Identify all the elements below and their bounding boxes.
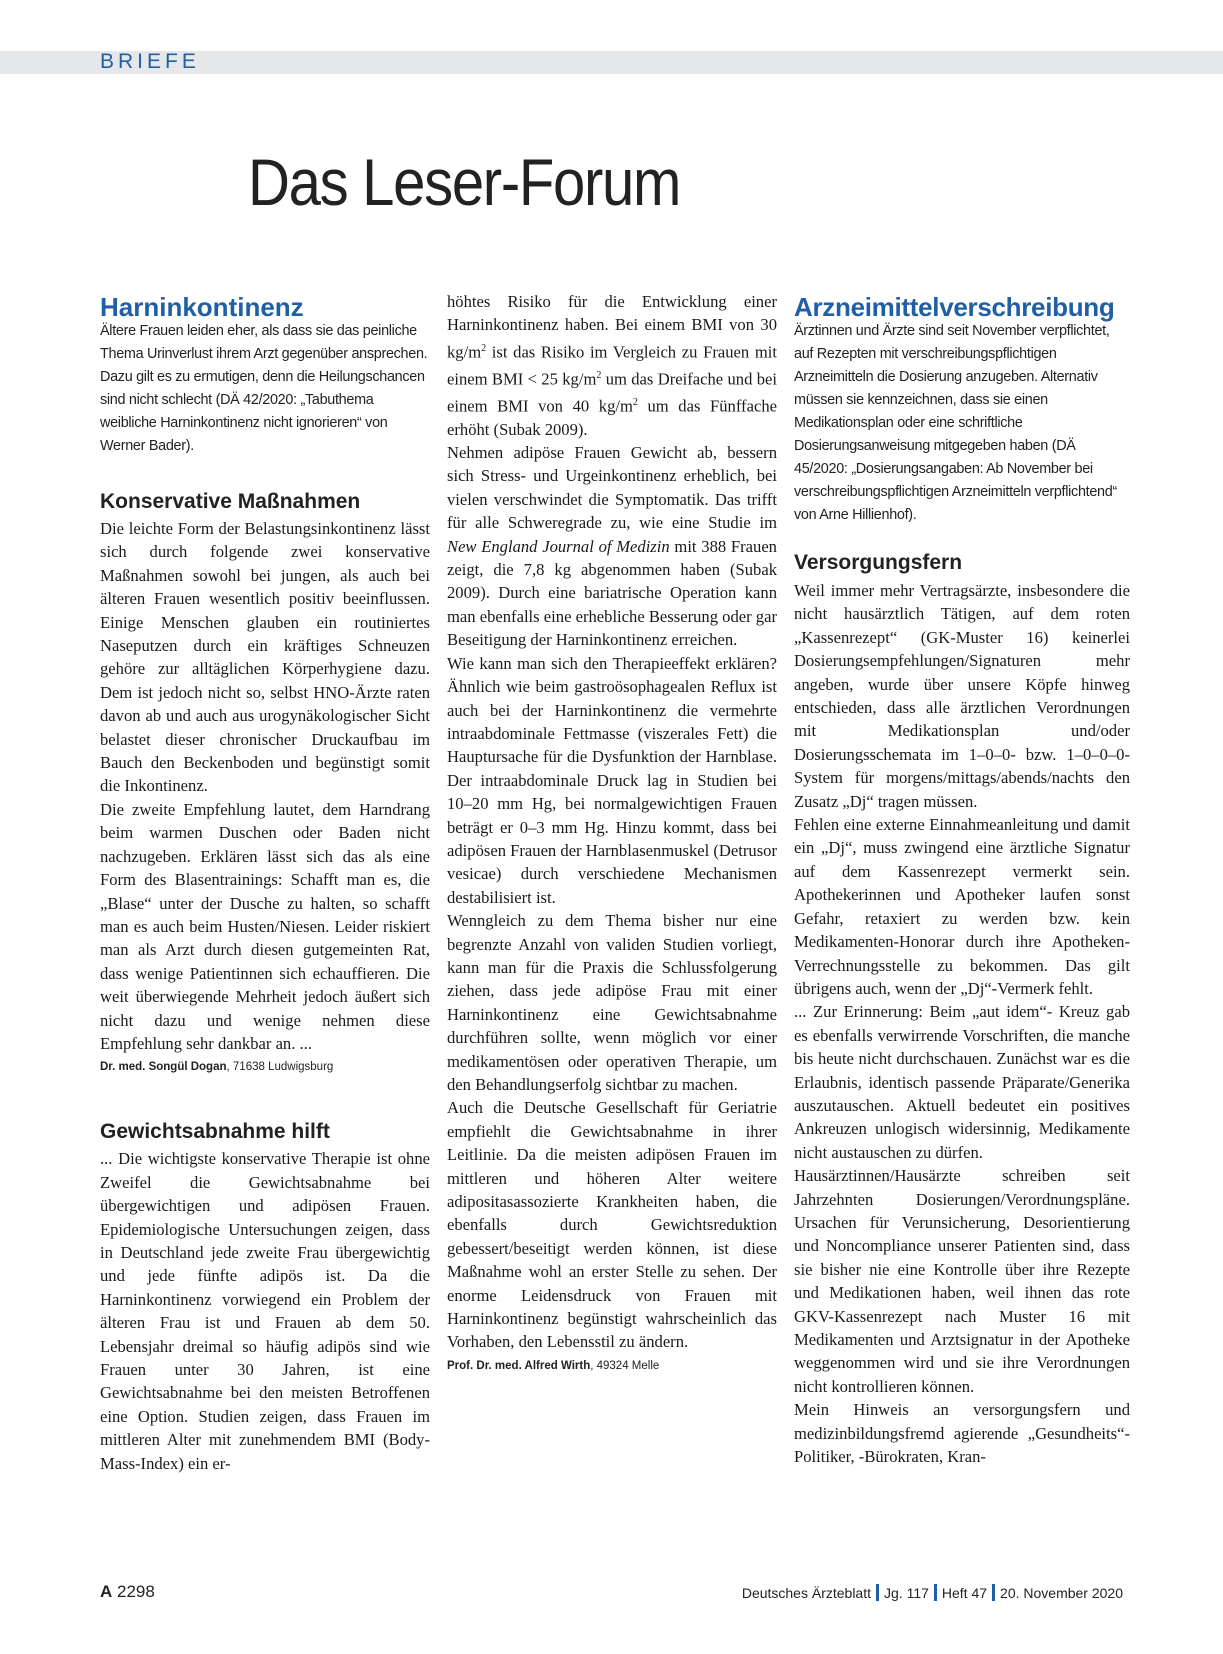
letter-paragraph: ... Zur Erinnerung: Beim „aut idem“- Kreuz gab es ebenfalls verwirrende Vorschriften, die manche bis heute nicht durchschauen. Zunächst war es die Erlaubnis, identisch passende Präparate/Generika auszutauschen. Aktuell bedeutet ein positives Ankreuzen unlogisch widersinnig, Medikamente nicht austauschen zu dürfen. [794, 1002, 1130, 1162]
letter-paragraph: Wenngleich zu dem Thema bisher nur eine begrenzte Anzahl von validen Studien vorliegt, kann man für die Praxis die Schlussfolgerung ziehen, dass jede adipöse Frau mit einer Harninkontinenz eine Gewichtsabnahme durchführen sollte, wenn möglich vor einer medikamentösen oder operativen Therapie, um den Behandlungserfolg sichtbar zu machen. [447, 911, 777, 1094]
separator [992, 1584, 995, 1601]
text-run: mit 388 Frauen zeigt, die 7,8 kg abgenommen haben (Subak 2009). Durch eine bariatrische Operation kann man ebenfalls eine erhebliche Besserung oder gar Beseitigung der Harninkontinenz erreichen. [447, 536, 777, 650]
letter-signature [100, 1058, 430, 1076]
letter-paragraph: Hausärztinnen/Hausärzte schreiben seit Jahrzehnten Dosierungen/Verordnungspläne. Ursachen für Verunsicherung, Desorientierung und Noncompliance unserer Patienten sind, dass sie bisher nie eine Kontrolle über ihre Rezepte und Medikationen haben, weil ihnen das rote GKV-Kassenrezept nach Muster 16 mit Medikamenten und Arztsignatur in der Apotheke weggenommen wird und sie ihre Verordnungen nicht kontrollieren können. [794, 1166, 1130, 1396]
letter-paragraph: ... Die wichtigste konservative Therapie ist ohne Zweifel die Gewichtsabnahme bei übergewichtigen und adipösen Frauen. Epidemiologische Untersuchungen zeigen, dass in Deutschland jede zweite Frau übergewichtig und jede fünfte adipös ist. Da die Harninkontinenz vorwiegend ein Problem der älteren Frau ist und Frauen ab dem 50. Lebensjahr dreimal so häufig adipös sind wie Frauen unter 30 Jahren, ist eine Gewichtsabnahme bei den meisten Betroffenen eine Option. Studien zeigen, dass Frauen im mittleren Alter mit zunehmendem BMI (Body-Mass-Index) ein er- [100, 1149, 430, 1473]
page-title: Das Leser-Forum [248, 145, 681, 219]
letter-paragraph: Die zweite Empfehlung lautet, dem Harndrang beim warmen Duschen oder Baden nicht nachzugeben. Erklären lässt sich das als eine Form des Blasentrainings: Schafft man es, die „Blase“ unter der Dusche zu halten, so schafft man es auch beim Husten/Niesen. Leider riskiert man als Arzt durch diesen gutgemeinten Rat, dass wenige Patientinnen sich echauffieren. Die weit überwiegende Mehrheit jedoch äußert sich nicht dazu und wenige nehmen diese Empfehlung sehr dankbar an. ... [100, 799, 430, 1053]
author-name: Prof. Dr. med. Alfred Wirth [447, 1359, 591, 1372]
author-name: Dr. med. Songül Dogan [100, 1061, 227, 1074]
page-value: 2298 [112, 1582, 155, 1601]
letter-paragraph: Die leichte Form der Belastungsinkontinenz lässt sich durch folgende zwei konservative Maßnahmen sowohl bei jungen, als auch bei älteren Frauen wesentlich positiv beeinflussen. Einige Menschen glauben ein routiniertes Naseputzen durch ein kräftiges Schneuzen gehöre zur alltäglichen Körperhygiene dazu. Dem ist jedoch nicht so, selbst HNO-Ärzte raten davon ab und auch aus urogynäkologischer Sicht belastet dieser chronischer Druckaufbau im Bauch den Beckenboden und begünstigt somit die Inkontinenz. [100, 519, 430, 796]
journal-name: New England Journal of Medizin [447, 536, 670, 556]
letter-heading: Gewichtsabnahme hilft [100, 1120, 330, 1144]
text-run: Nehmen adipöse Frauen Gewicht ab, bessern sich Stress- und Urgeinkontinenz erheblich, bei vielen verschwindet die Symptomatik. Das trifft für alle Schweregrade zu, wie eine Studie im [447, 443, 777, 533]
letter-paragraph [447, 290, 777, 441]
column-1 [100, 292, 430, 1475]
superscript: 2 [632, 396, 638, 408]
page-prefix: A [100, 1582, 113, 1601]
topic-heading: Harninkontinenz [100, 292, 304, 322]
letter-paragraph: Fehlen eine externe Einnahmeanleitung und damit ein „Dj“, muss zwingend eine ärztliche Signatur auf dem Kassenrezept vermerkt sein. Apothekerinnen und Apotheker laufen sonst Gefahr, retaxiert zu werden bzw. kein Medikamenten-Honorar durch ihre Apotheken-Verrechnungsstelle zu bekommen. Das gilt übrigens auch, wenn der „Dj“-Vermerk fehlt. [794, 815, 1130, 998]
topic-intro: Ältere Frauen leiden eher, als dass sie das peinliche Thema Urinverlust ihrem Arzt gegenüber ansprechen. Dazu gilt es zu ermutigen, denn die Heilungschancen sind nicht schlecht (DÄ 42/2020: „Tabuthema weibliche Harninkontinenz nicht ignorieren“ von Werner Bader). [100, 323, 428, 454]
journal-volume: Jg. 117 [884, 1585, 929, 1601]
letter-heading: Konservative Maßnahmen [100, 490, 361, 513]
separator [876, 1584, 879, 1601]
letter-heading: Versorgungsfern [794, 551, 963, 574]
section-label: BRIEFE [100, 50, 200, 73]
journal-title: Deutsches Ärzteblatt [741, 1585, 871, 1601]
letter-paragraph: Wie kann man sich den Therapieeffekt erklären? Ähnlich wie beim gastroösophagealen Reflux ist auch bei der Harninkontinenz die vermehrte intraabdominale Fettmasse (viszerales Fett) die Hauptursache für die Dysfunktion der Harnblase. Der intraabdominale Druck lag in Studien bei 10–20 mm Hg, bei normalgewichtigen Frauen beträgt er 0–3 mm Hg. Hinzu kommt, dass bei adipösen Frauen der Harnblasenmuskel (Detrusor vesicae) durch verschiedene Mechanismen destabilisiert ist. [447, 653, 777, 907]
journal-date: 20. November 2020 [1000, 1585, 1123, 1601]
text-run: um das Dreifache und bei einem BMI von 40 kg/m [447, 369, 777, 416]
page-number [100, 1582, 155, 1602]
topic-heading: Arzneimittelverschreibung [794, 292, 1115, 322]
topic-intro: Ärztinnen und Ärzte sind seit November verpflichtet, auf Rezepten mit verschreibungspflichtigen Arzneimitteln die Dosierung anzugeben. Alternativ müssen sie kennzeichnen, dass sie einen Medikationsplan oder eine schriftliche Dosierungsanweisung mitgegeben haben (DÄ 45/2020: „Dosierungsangaben: Ab November bei verschreibungspflichtigen Arzneimitteln verpflichtend“ von Arne Hillienhof). [794, 323, 1117, 523]
superscript: 2 [481, 342, 487, 354]
journal-footer [742, 1584, 1123, 1601]
column-2 [447, 290, 777, 1375]
journal-issue: Heft 47 [941, 1585, 988, 1601]
letter-signature [447, 1357, 777, 1375]
text-run: ist das Risiko im Vergleich zu Frauen mit einem BMI < 25 kg/m [447, 342, 777, 389]
letter-paragraph [447, 441, 777, 652]
letter-paragraph: Mein Hinweis an versorgungsfern und medizinbildungsfremd agierende „Gesundheits“-Politiker, -Bürokraten, Kran- [794, 1400, 1130, 1467]
separator [934, 1584, 937, 1601]
text-run: um das Fünffache erhöht (Subak 2009). [447, 396, 777, 439]
column-3 [794, 292, 1130, 1468]
superscript: 2 [596, 369, 602, 381]
letter-paragraph: Weil immer mehr Vertragsärzte, insbesondere die nicht hausärztlich Tätigen, auf dem roten „Kassenrezept“ (GK-Muster 16) keinerlei Dosierungsempfehlungen/Signaturen mehr angeben, wurde über unsere Köpfe hinweg entschieden, dass alle ärztlichen Verordnungen mit Medikationsplan und/oder Dosierungsschemata im 1–0–0- bzw. 1–0–0–0-System für morgens/mittags/abends/nachts den Zusatz „Dj“ tragen müssen. [794, 581, 1130, 811]
author-place: , 49324 Melle [590, 1359, 660, 1372]
letter-paragraph: Auch die Deutsche Gesellschaft für Geriatrie empfiehlt die Gewichtsabnahme in ihrer Leitlinie. Da die meisten adipösen Frauen im mittleren und höheren Alter weitere adipositasassozierte Krankheiten haben, die ebenfalls durch Gewichtsreduktion gebessert/beseitigt werden können, ist diese Maßnahme wohl an erster Stelle zu sehen. Der enorme Leidensdruck von Frauen mit Harninkontinenz begünstigt wahrscheinlich das Vorhaben, den Lebensstil zu ändern. [447, 1098, 777, 1352]
text-run: höhtes Risiko für die Entwicklung einer Harninkontinenz haben. Bei einem BMI von 30 kg/m [447, 292, 777, 362]
author-place: , 71638 Ludwigsburg [226, 1061, 334, 1074]
